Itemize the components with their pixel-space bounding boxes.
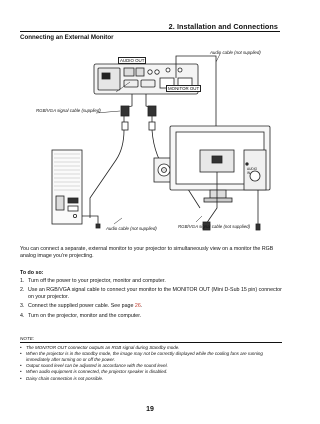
bullet-icon: • xyxy=(20,344,22,350)
chapter-header: 2. Installation and Connections xyxy=(168,22,278,31)
page-number: 19 xyxy=(146,406,154,413)
note-item xyxy=(20,351,282,363)
note-list xyxy=(20,345,282,382)
connection-illustration xyxy=(20,48,282,234)
bullet-icon: • xyxy=(20,369,22,375)
connection-diagram xyxy=(20,48,282,234)
step-text: Use an RGB/VGA signal cable to connect your monitor to the MONITOR OUT (Mini D-Sub 15 pin) connector on your projector. xyxy=(28,287,282,301)
step-text: Connect the supplied power cable. See page xyxy=(28,303,135,310)
step-number: 4. xyxy=(20,312,25,319)
note-text: When the projector is in the standby mode, the image may not be correctly displayed while the cooling fans are running immediately after turning on or off the power. xyxy=(26,350,263,362)
step-text-tail: . xyxy=(140,303,143,310)
steps-list xyxy=(20,278,282,322)
bullet-icon: • xyxy=(20,350,22,356)
step-text: Turn off the power to your projector, monitor and computer. xyxy=(28,278,166,284)
monitor-out-label: MONITOR OUT xyxy=(168,86,200,91)
step-item xyxy=(20,287,282,301)
step-text-wrapper xyxy=(28,303,282,310)
note-rule xyxy=(20,342,282,343)
note-text: Daisy chain connection is not possible. xyxy=(26,375,104,381)
note-text: When audio equipment is connected, the projector speaker is disabled. xyxy=(26,369,168,375)
note-text: The MONITOR OUT connector outputs an RGB signal during Standby mode. xyxy=(26,344,180,350)
bullet-icon: • xyxy=(20,375,22,381)
step-item xyxy=(20,278,282,285)
section-title: Connecting an External Monitor xyxy=(20,34,114,41)
rgb-not-supplied-label: RGB/VGA signal cable (not supplied) xyxy=(178,224,251,229)
audio-in-label: AUDIO IN xyxy=(247,167,258,175)
step-number: 2. xyxy=(20,287,25,294)
to-do-heading: To do so: xyxy=(20,270,44,276)
step-number: 3. xyxy=(20,303,25,310)
intro-paragraph: You can connect a separate, external monitor to your projector to simultaneously view on a monitor the RGB analog image you’re projecting. xyxy=(20,246,274,259)
audio-cable-bottom-label: Audio cable (not supplied) xyxy=(106,226,157,231)
bullet-icon: • xyxy=(20,363,22,369)
note-title: NOTE: xyxy=(20,336,35,341)
computer-tower xyxy=(52,150,82,224)
step-item xyxy=(20,303,282,310)
rgb-supplied-label: RGB/VGA signal cable (supplied) xyxy=(36,108,101,113)
step-text: Turn on the projector, monitor and the computer. xyxy=(28,312,142,319)
audio-out-label: AUDIO OUT xyxy=(120,58,145,63)
step-number: 1. xyxy=(20,278,25,284)
note-text: Output sound level can be adjusted in accordance with the sound level. xyxy=(26,363,168,369)
audio-cable-top-label: Audio cable (not supplied) xyxy=(210,50,261,55)
note-block xyxy=(20,336,282,382)
note-item xyxy=(20,376,282,382)
step-item xyxy=(20,313,282,320)
page-reference-link[interactable]: 26 xyxy=(134,303,141,310)
header-rule xyxy=(20,31,280,32)
